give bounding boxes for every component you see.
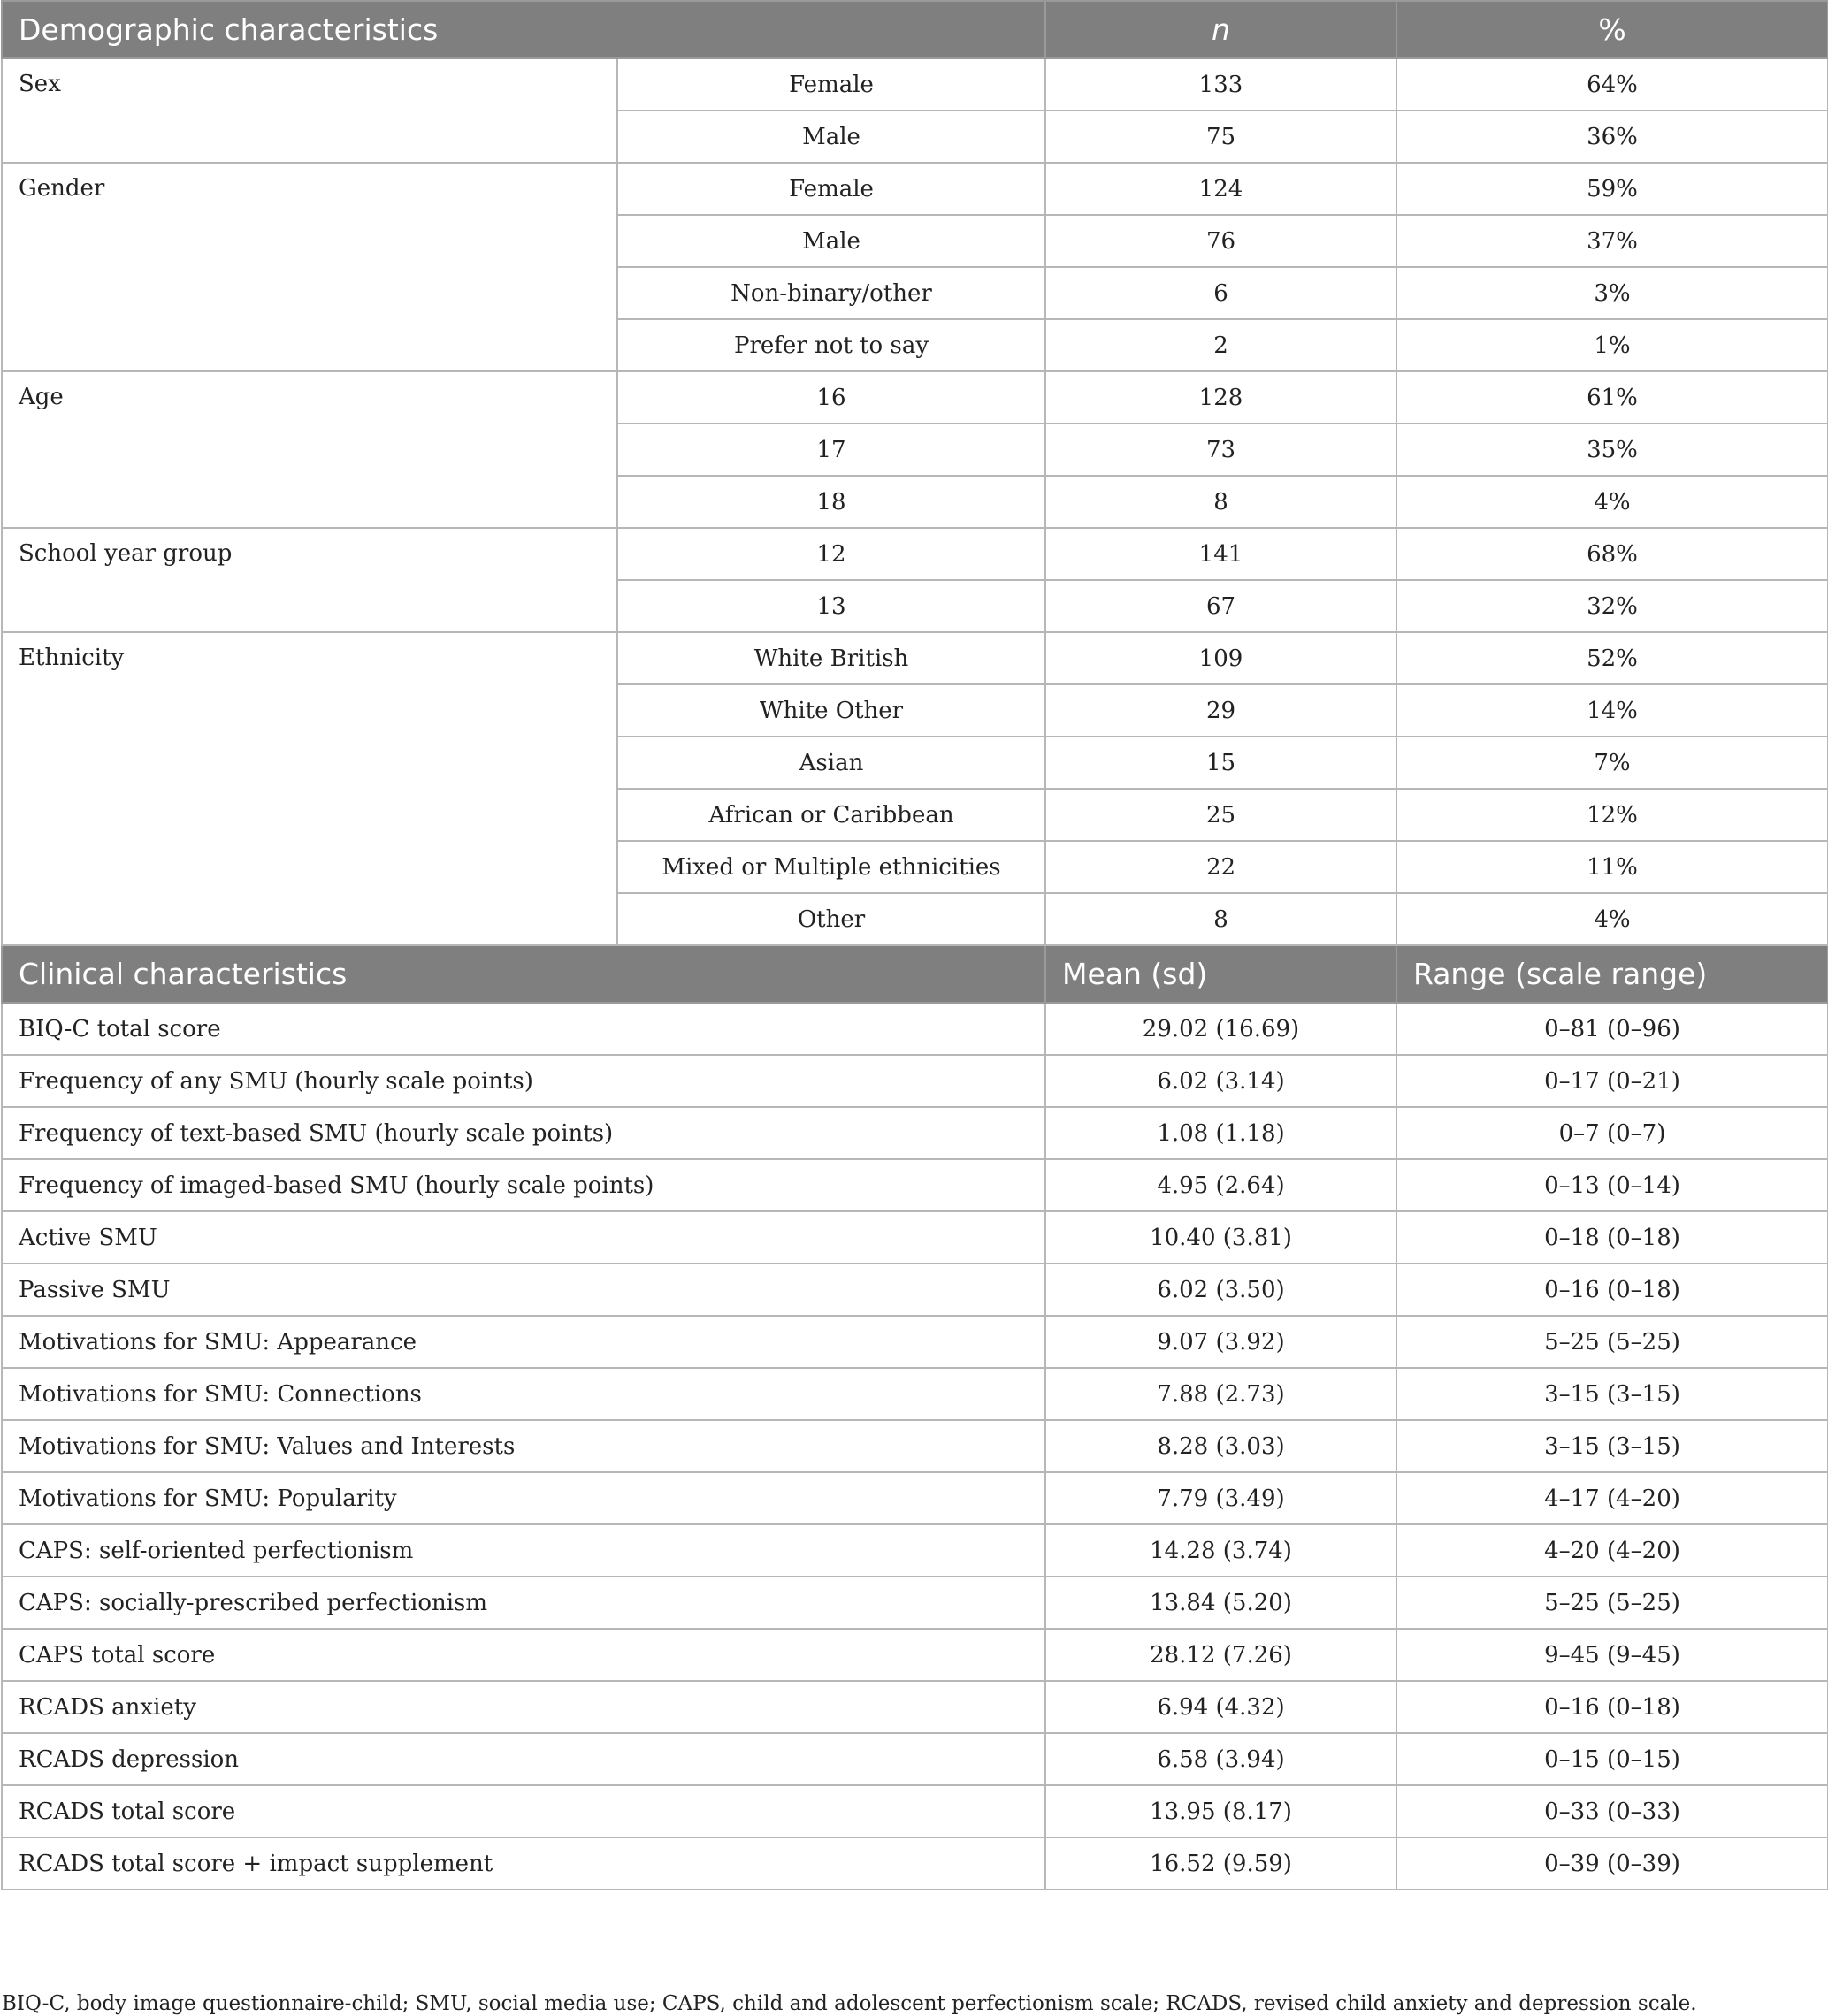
measure-label: Motivations for SMU: Values and Interests [2, 1420, 1045, 1472]
mean-cell: 13.95 (8.17) [1045, 1785, 1396, 1837]
range-cell: 0–7 (0–7) [1396, 1107, 1828, 1159]
pct-cell: 12% [1396, 789, 1828, 841]
mean-cell: 6.58 (3.94) [1045, 1733, 1396, 1785]
pct-cell: 4% [1396, 893, 1828, 945]
category-cell: Female [617, 58, 1045, 111]
pct-cell: 52% [1396, 632, 1828, 684]
table-row [2, 1159, 1828, 1211]
n-cell: 133 [1045, 58, 1396, 111]
range-cell: 9–45 (9–45) [1396, 1629, 1828, 1681]
category-cell: Asian [617, 737, 1045, 789]
table-row [2, 1837, 1828, 1890]
n-cell: 29 [1045, 684, 1396, 737]
category-cell: White British [617, 632, 1045, 684]
category-cell: 16 [617, 371, 1045, 424]
measure-label: Active SMU [2, 1211, 1045, 1264]
mean-cell: 29.02 (16.69) [1045, 1003, 1396, 1055]
n-cell: 8 [1045, 476, 1396, 528]
category-cell: 12 [617, 528, 1045, 580]
range-cell: 0–33 (0–33) [1396, 1785, 1828, 1837]
measure-label: Motivations for SMU: Popularity [2, 1472, 1045, 1524]
table-row [2, 1107, 1828, 1159]
pct-cell: 35% [1396, 424, 1828, 476]
mean-cell: 16.52 (9.59) [1045, 1837, 1396, 1890]
clinical-header-range: Range (scale range) [1396, 945, 1828, 1003]
n-cell: 75 [1045, 111, 1396, 163]
n-cell: 109 [1045, 632, 1396, 684]
mean-cell: 28.12 (7.26) [1045, 1629, 1396, 1681]
group-label: Gender [2, 163, 617, 371]
pct-cell: 64% [1396, 58, 1828, 111]
n-cell: 25 [1045, 789, 1396, 841]
category-cell: Male [617, 215, 1045, 267]
pct-cell: 1% [1396, 319, 1828, 371]
n-cell: 73 [1045, 424, 1396, 476]
range-cell: 3–15 (3–15) [1396, 1420, 1828, 1472]
mean-cell: 6.94 (4.32) [1045, 1681, 1396, 1733]
table-row [2, 1316, 1828, 1368]
measure-label: Frequency of text-based SMU (hourly scale points) [2, 1107, 1045, 1159]
table-row [2, 163, 1828, 215]
range-cell: 0–16 (0–18) [1396, 1681, 1828, 1733]
group-label: Age [2, 371, 617, 528]
mean-cell: 1.08 (1.18) [1045, 1107, 1396, 1159]
table-row [2, 1577, 1828, 1629]
range-cell: 0–18 (0–18) [1396, 1211, 1828, 1264]
table-row [2, 1264, 1828, 1316]
table-row [2, 632, 1828, 684]
measure-label: Frequency of any SMU (hourly scale points) [2, 1055, 1045, 1107]
pct-cell: 11% [1396, 841, 1828, 893]
n-cell: 6 [1045, 267, 1396, 319]
mean-cell: 8.28 (3.03) [1045, 1420, 1396, 1472]
group-label: School year group [2, 528, 617, 632]
mean-cell: 14.28 (3.74) [1045, 1524, 1396, 1577]
n-cell: 67 [1045, 580, 1396, 632]
pct-cell: 7% [1396, 737, 1828, 789]
measure-label: CAPS: socially-prescribed perfectionism [2, 1577, 1045, 1629]
table-row [2, 1055, 1828, 1107]
table-row [2, 1003, 1828, 1055]
n-cell: 22 [1045, 841, 1396, 893]
pct-cell: 32% [1396, 580, 1828, 632]
mean-cell: 6.02 (3.14) [1045, 1055, 1396, 1107]
measure-label: RCADS anxiety [2, 1681, 1045, 1733]
mean-cell: 13.84 (5.20) [1045, 1577, 1396, 1629]
mean-cell: 7.88 (2.73) [1045, 1368, 1396, 1420]
measure-label: Motivations for SMU: Appearance [2, 1316, 1045, 1368]
table-row [2, 1681, 1828, 1733]
category-cell: African or Caribbean [617, 789, 1045, 841]
category-cell: Prefer not to say [617, 319, 1045, 371]
characteristics-table [1, 0, 1828, 1890]
n-cell: 2 [1045, 319, 1396, 371]
table-row [2, 371, 1828, 424]
demographics-header-label: Demographic characteristics [2, 1, 1045, 58]
clinical-header-label: Clinical characteristics [2, 945, 1045, 1003]
range-cell: 0–13 (0–14) [1396, 1159, 1828, 1211]
category-cell: 17 [617, 424, 1045, 476]
table-row [2, 1472, 1828, 1524]
table-row [2, 58, 1828, 111]
pct-cell: 36% [1396, 111, 1828, 163]
pct-cell: 37% [1396, 215, 1828, 267]
table-row [2, 1629, 1828, 1681]
n-cell: 141 [1045, 528, 1396, 580]
category-cell: 18 [617, 476, 1045, 528]
n-cell: 128 [1045, 371, 1396, 424]
n-cell: 76 [1045, 215, 1396, 267]
demographics-header-pct: % [1396, 1, 1828, 58]
measure-label: Passive SMU [2, 1264, 1045, 1316]
measure-label: CAPS: self-oriented perfectionism [2, 1524, 1045, 1577]
table-row [2, 1733, 1828, 1785]
mean-cell: 6.02 (3.50) [1045, 1264, 1396, 1316]
mean-cell: 7.79 (3.49) [1045, 1472, 1396, 1524]
table-row [2, 1211, 1828, 1264]
table-row [2, 1420, 1828, 1472]
category-cell: Male [617, 111, 1045, 163]
demographics-header-row [2, 1, 1828, 58]
clinical-header-row [2, 945, 1828, 1003]
category-cell: White Other [617, 684, 1045, 737]
category-cell: Non-binary/other [617, 267, 1045, 319]
mean-cell: 10.40 (3.81) [1045, 1211, 1396, 1264]
mean-cell: 4.95 (2.64) [1045, 1159, 1396, 1211]
mean-cell: 9.07 (3.92) [1045, 1316, 1396, 1368]
n-cell: 8 [1045, 893, 1396, 945]
range-cell: 0–39 (0–39) [1396, 1837, 1828, 1890]
range-cell: 0–16 (0–18) [1396, 1264, 1828, 1316]
table-row [2, 1524, 1828, 1577]
group-label: Sex [2, 58, 617, 163]
demographics-header-n: n [1045, 1, 1396, 58]
measure-label: CAPS total score [2, 1629, 1045, 1681]
measure-label: Frequency of imaged-based SMU (hourly scale points) [2, 1159, 1045, 1211]
range-cell: 5–25 (5–25) [1396, 1577, 1828, 1629]
range-cell: 0–15 (0–15) [1396, 1733, 1828, 1785]
measure-label: Motivations for SMU: Connections [2, 1368, 1045, 1420]
measure-label: RCADS depression [2, 1733, 1045, 1785]
pct-cell: 61% [1396, 371, 1828, 424]
measure-label: BIQ-C total score [2, 1003, 1045, 1055]
range-cell: 0–81 (0–96) [1396, 1003, 1828, 1055]
measure-label: RCADS total score [2, 1785, 1045, 1837]
range-cell: 4–20 (4–20) [1396, 1524, 1828, 1577]
table-row [2, 528, 1828, 580]
pct-cell: 59% [1396, 163, 1828, 215]
category-cell: Mixed or Multiple ethnicities [617, 841, 1045, 893]
category-cell: 13 [617, 580, 1045, 632]
measure-label: RCADS total score + impact supplement [2, 1837, 1045, 1890]
pct-cell: 4% [1396, 476, 1828, 528]
range-cell: 0–17 (0–21) [1396, 1055, 1828, 1107]
category-cell: Other [617, 893, 1045, 945]
category-cell: Female [617, 163, 1045, 215]
range-cell: 3–15 (3–15) [1396, 1368, 1828, 1420]
pct-cell: 68% [1396, 528, 1828, 580]
pct-cell: 3% [1396, 267, 1828, 319]
table-row [2, 1785, 1828, 1837]
n-cell: 15 [1045, 737, 1396, 789]
n-cell: 124 [1045, 163, 1396, 215]
range-cell: 4–17 (4–20) [1396, 1472, 1828, 1524]
table-row [2, 1368, 1828, 1420]
table-body [2, 1, 1828, 1890]
pct-cell: 14% [1396, 684, 1828, 737]
clinical-header-mean: Mean (sd) [1045, 945, 1396, 1003]
table-footnote: BIQ-C, body image questionnaire-child; SMU, social media use; CAPS, child and adolescent perfectionism scale; RCADS, revised child anxiety and depression scale. [2, 1992, 1697, 2015]
range-cell: 5–25 (5–25) [1396, 1316, 1828, 1368]
group-label: Ethnicity [2, 632, 617, 945]
